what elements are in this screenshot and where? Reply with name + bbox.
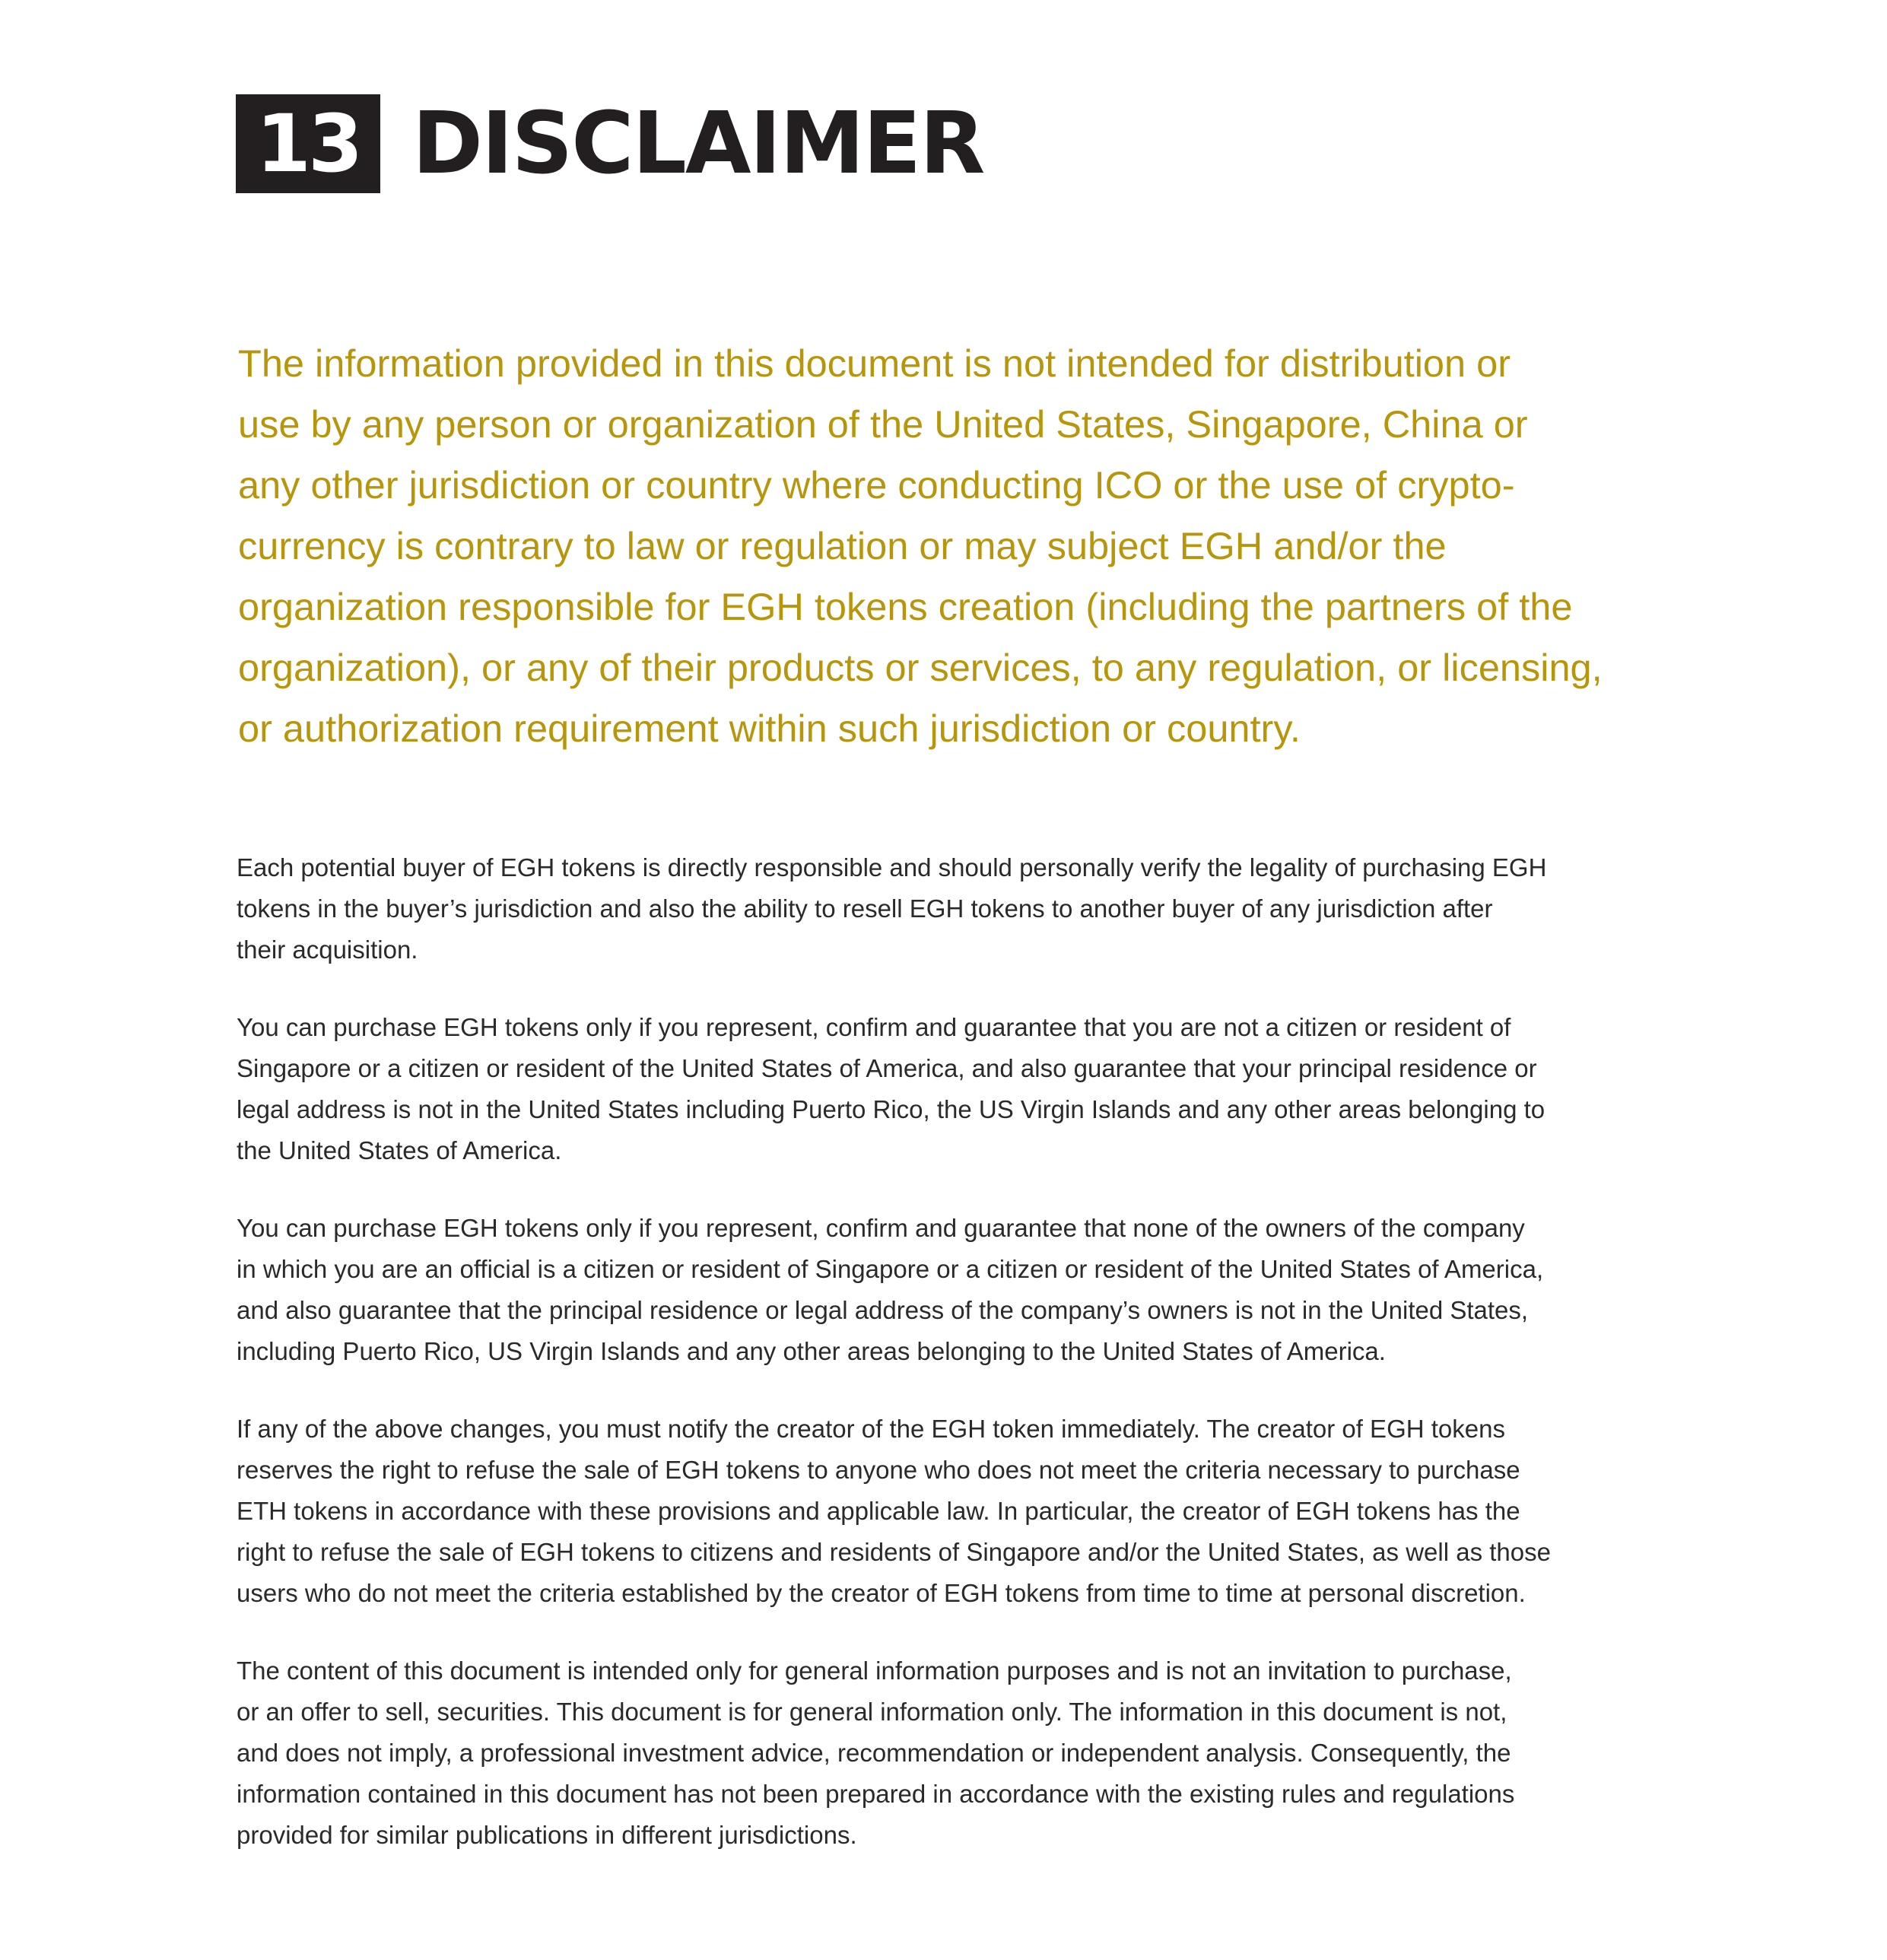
lead-statement xyxy=(238,333,1638,759)
paragraph-line: Singapore or a citizen or resident of the United States of America, and also guarantee that your principal residence or xyxy=(237,1054,1537,1082)
paragraph-general-information xyxy=(237,1650,1606,1856)
paragraph-line: You can purchase EGH tokens only if you represent, confirm and guarantee that none of the owners of the company xyxy=(237,1214,1525,1242)
paragraph-line: the United States of America. xyxy=(237,1136,562,1164)
lead-line: organization), or any of their products or services, to any regulation, or licensing, xyxy=(238,646,1603,689)
paragraph-line: users who do not meet the criteria established by the creator of EGH tokens from time to time at personal discretion. xyxy=(237,1579,1526,1607)
lead-line: organization responsible for EGH tokens creation (including the partners of the xyxy=(238,585,1573,628)
paragraph-line: ETH tokens in accordance with these provisions and applicable law. In particular, the creator of EGH tokens has the xyxy=(237,1497,1520,1525)
paragraph-line: You can purchase EGH tokens only if you represent, confirm and guarantee that you are not a citizen or resident of xyxy=(237,1013,1511,1041)
paragraph-line: their acquisition. xyxy=(237,936,418,964)
paragraph-company-eligibility xyxy=(237,1208,1606,1372)
paragraph-line: If any of the above changes, you must notify the creator of the EGH token immediately. The creator of EGH tokens xyxy=(237,1415,1505,1443)
paragraph-line: right to refuse the sale of EGH tokens to citizens and residents of Singapore and/or the United States, as well as those xyxy=(237,1538,1551,1566)
section-title: DISCLAIMER xyxy=(412,94,984,193)
paragraph-line: including Puerto Rico, US Virgin Islands and any other areas belonging to the United States of America. xyxy=(237,1337,1386,1365)
lead-line: any other jurisdiction or country where conducting ICO or the use of crypto- xyxy=(238,463,1515,507)
lead-line: use by any person or organization of the United States, Singapore, China or xyxy=(238,402,1528,446)
paragraph-line: or an offer to sell, securities. This document is for general information only. The information in this document is not, xyxy=(237,1698,1507,1726)
paragraph-changes-notice xyxy=(237,1409,1606,1614)
paragraph-line: The content of this document is intended only for general information purposes and is not an invitation to purchase, xyxy=(237,1657,1512,1685)
paragraph-line: reserves the right to refuse the sale of EGH tokens to anyone who does not meet the criteria necessary to purchase xyxy=(237,1456,1520,1484)
paragraph-line: provided for similar publications in different jurisdictions. xyxy=(237,1821,857,1849)
paragraph-line: and does not imply, a professional investment advice, recommendation or independent analysis. Consequently, the xyxy=(237,1739,1511,1767)
paragraph-buyer-responsibility xyxy=(237,847,1606,970)
paragraph-line: tokens in the buyer’s jurisdiction and also the ability to resell EGH tokens to another buyer of any jurisdiction after xyxy=(237,894,1493,923)
paragraph-line: in which you are an official is a citizen or resident of Singapore or a citizen or resident of the United States of America, xyxy=(237,1255,1544,1283)
section-heading xyxy=(236,94,983,193)
paragraph-line: and also guarantee that the principal residence or legal address of the company’s owners is not in the United States, xyxy=(237,1296,1529,1324)
paragraph-individual-eligibility xyxy=(237,1007,1606,1171)
body-text xyxy=(237,847,1606,1892)
paragraph-line: information contained in this document has not been prepared in accordance with the existing rules and regulations xyxy=(237,1780,1515,1808)
paragraph-line: legal address is not in the United States including Puerto Rico, the US Virgin Islands and any other areas belonging to xyxy=(237,1095,1545,1123)
lead-line: currency is contrary to law or regulation or may subject EGH and/or the xyxy=(238,524,1447,567)
paragraph-line: Each potential buyer of EGH tokens is directly responsible and should personally verify the legality of purchasing EGH xyxy=(237,853,1547,882)
lead-line: or authorization requirement within such jurisdiction or country. xyxy=(238,707,1301,750)
section-number-badge: 13 xyxy=(236,94,380,193)
lead-line: The information provided in this document is not intended for distribution or xyxy=(238,341,1511,385)
